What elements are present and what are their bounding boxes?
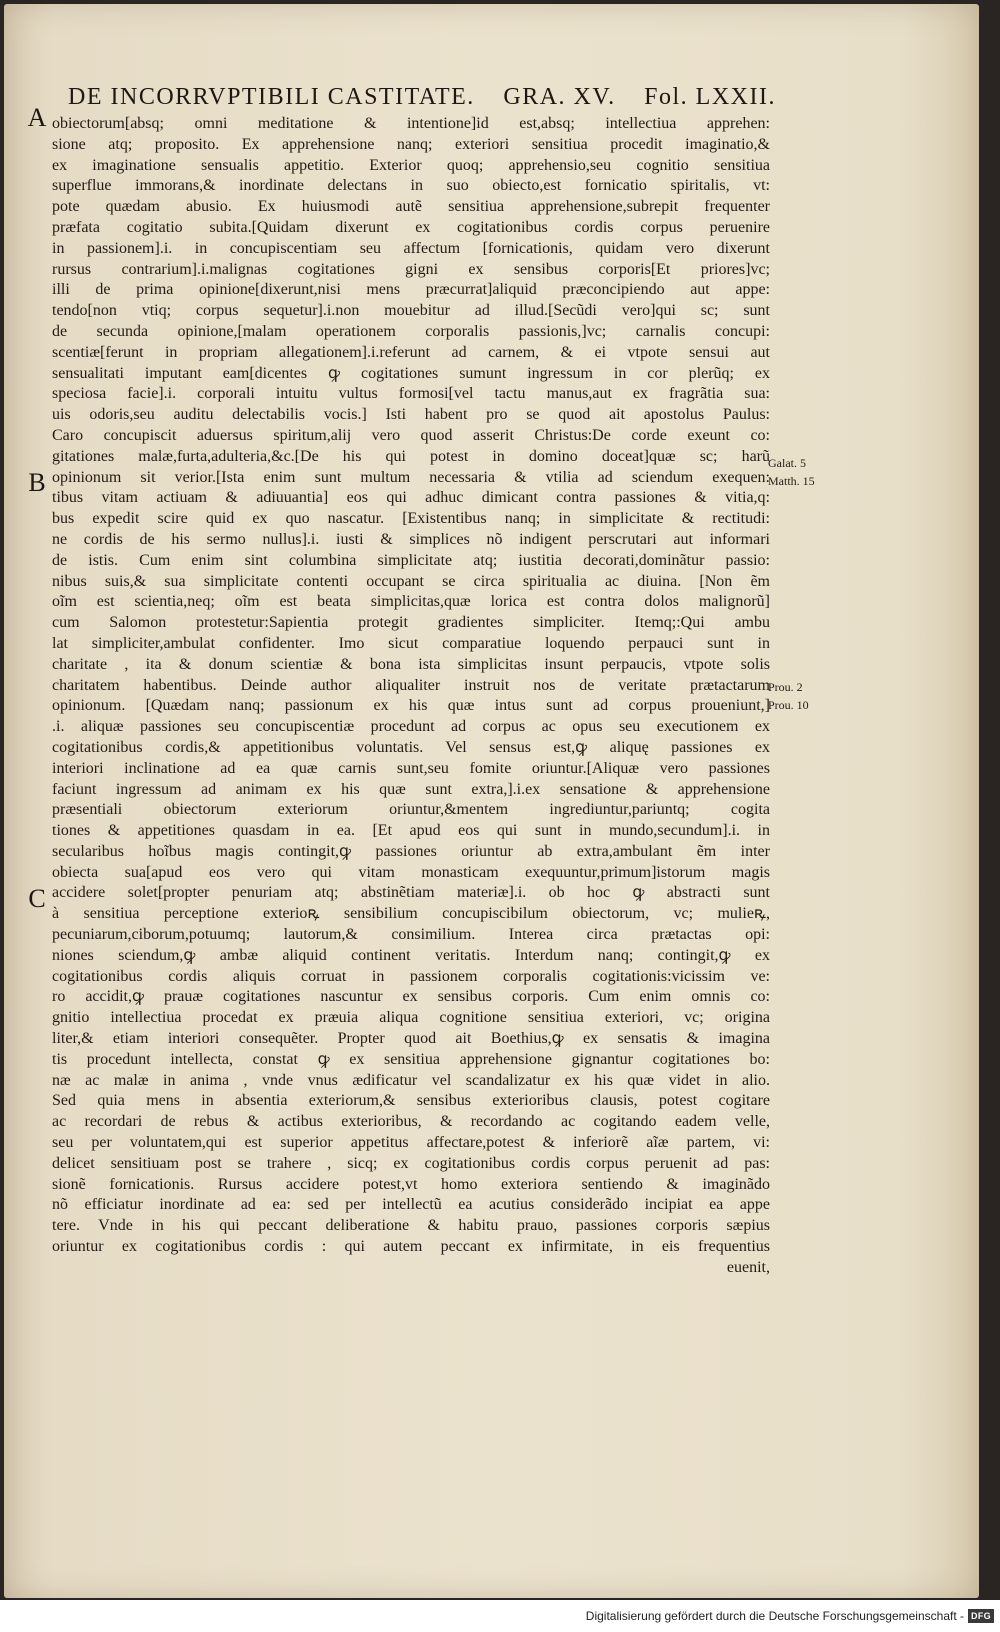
text-line: lat simpliciter,ambulat confidenter. Imo sicut comparatiue loquendo perpauci sunt in — [52, 634, 770, 652]
running-head-title: DE INCORRVPTIBILI CASTITATE. — [68, 84, 475, 110]
text-line: gitationes malæ,furta,adulteria,&c.[De his qui potest in domino doceat]quæ sc; harũ — [52, 447, 770, 465]
text-line: sensualitati imputant eam[dicentes ꝙ cogitationes sumunt ingressum in cor plerũq; ex — [52, 364, 770, 382]
running-head-article: GRA. XV. — [503, 84, 616, 110]
text-line: tiones & appetitiones quasdam in ea. [Et apud eos qui sunt in mundo,secundum].i. in — [52, 822, 770, 840]
text-line: obiectorum[absq; omni meditatione & intentione]id est,absq; intellectiua apprehen: — [52, 115, 770, 132]
text-line-catchword: euenit, — [726, 1258, 770, 1276]
text-line: ne cordis de his sermo nullus].i. iusti & simplices nõ indigent perscrutari aut informari — [52, 530, 770, 548]
section-letter-b: B — [28, 468, 46, 497]
text-line: tendo[non vtiq; corpus sequetur].i.non mouebitur ad illud.[Secũdi vero]qui sc; sunt — [52, 302, 770, 320]
text-line: Sed quia mens in absentia exteriorum,& sensibus exterioribus clausis, potest cogitare — [52, 1092, 770, 1110]
running-head-folio: Fol. LXXII. — [644, 84, 776, 110]
text-line: obiecta sua[apud eos vero qui vitam monasticam exequuntur,primum]istorum magis — [52, 863, 770, 881]
text-line: tere. Vnde in his qui peccant deliberatione & habitu prauo, passiones corporis sæpius — [52, 1217, 770, 1235]
book-page — [4, 4, 979, 1598]
text-line: speciosa facie].i. corporali intuitu vultus formosi[vel tactu manus,aut ex fragrãtia sua: — [52, 385, 770, 403]
text-line: cogitationibus cordis aliquis corruat in passionem corporalis cogitationis:vicissim ve: — [52, 967, 770, 985]
text-line: rursus contrarium].i.malignas cogitationes gigni ex sensibus corporis[Et priores]vc; — [52, 260, 770, 278]
marginal-note-matth: Matth. 15 — [768, 474, 815, 488]
body-text — [52, 114, 770, 1279]
dfg-logo: DFG — [968, 1609, 994, 1623]
text-line: pote quædam abusio. Ex huiusmodi autẽ sensitiua apprehensione,subrepit frequenter — [52, 198, 770, 216]
marginal-note-galat: Galat. 5 — [768, 456, 806, 470]
text-line: oriuntur ex cogitationibus cordis : qui autem peccant ex infirmitate, in eis frequentius — [52, 1238, 770, 1256]
text-line: præfata cogitatio subita.[Quidam dixerunt ex cogitationibus cordis corpus peruenire — [52, 218, 770, 236]
text-line: in passionem].i. in concupiscentiam seu affectum [fornicationis, quidam vero dixerunt — [52, 239, 770, 257]
text-line: scentiæ[ferunt in propriam allegationem].i.referunt ad carnem, & ei vtpote sensui aut — [52, 343, 770, 361]
text-line: illi de prima opinione[dixerunt,nisi mens præcurrat]aliquid præconcipiendo aut appe: — [52, 281, 770, 299]
text-line: tis procedunt intellecta, constat ꝙ ex sensitiua apprehensione gignantur cogitationes bo: — [52, 1050, 770, 1068]
text-line: sione atq; proposito. Ex apprehensione nanq; exteriori sensitiua procedit imaginatio,& — [52, 135, 770, 153]
text-line: opinionum. [Quædam nanq; passionum ex his quæ intus sunt ad corpus proueniunt,] — [52, 697, 770, 715]
text-line: tibus vitam actiuam & adiuuantia] eos qui adhuc dimicant contra passiones & vitia,q: — [52, 489, 770, 507]
text-line: cogitationibus cordis,& appetitionibus voluntatis. Vel sensus est,ꝙ aliquę passiones ex — [52, 738, 770, 756]
text-line: ac recordari de rebus & actibus exterioribus, & recordando ac cogitando eadem velle, — [52, 1113, 770, 1131]
text-line: præsentiali obiectorum exteriorum oriuntur,&mentem ingrediuntur,pariuntq; cogita — [52, 801, 770, 819]
text-line: .i. aliquæ passiones seu concupiscentiæ procedunt ad corpus ac opus seu executionem ex — [52, 718, 770, 736]
text-line: uis odoris,seu auditu delectabilis vocis.] Isti habent pro se quod ait apostolus Paulus: — [52, 406, 770, 424]
funding-credit: Digitalisierung gefördert durch die Deutsche Forschungsgemeinschaft - — [585, 1609, 964, 1623]
text-line: cum Salomon protestetur:Sapientia protegit gradientes simpliciter. Itemq;:Qui ambu — [52, 614, 770, 632]
text-line: sionẽ fornicationis. Rursus accidere potest,vt homo exteriora sentiendo & imaginãdo — [52, 1175, 770, 1193]
text-line: de istis. Cum enim sint columbina simplicitate atq; iustitia decorati,dominãtur passio: — [52, 551, 770, 569]
text-line: pecuniarum,ciborum,potuumq; lautorum,& consimilium. Interea circa prætactas opi: — [52, 926, 770, 944]
text-line: niones sciendum,ꝙ ambæ aliquid continent veritatis. Interdum nanq; contingit,ꝙ ex — [52, 946, 770, 964]
text-line: à sensitiua perceptione exterioꝶ sensibilium concupiscibilum obiectorum, vc; mulieꝶ, — [52, 905, 770, 923]
text-line: de secunda opinione,[malam operationem corporalis passionis,]vc; carnalis concupi: — [52, 322, 770, 340]
text-line: liter,& etiam interiori consequẽter. Propter quod ait Boethius,ꝙ ex sensatis & imagina — [52, 1030, 770, 1048]
text-line: gnitio intellectiua procedat ex præuia aliqua cognitione sensitiua exteriori, vc; origina — [52, 1009, 770, 1027]
running-head — [68, 84, 776, 111]
text-line: charitatem habentibus. Deinde author aliqualiter instruit nos de veritate prætactarum — [52, 676, 770, 694]
text-line: opinionum sit verior.[Ista enim sunt multum necessaria & vtilia ad sciendum exequen: — [52, 468, 770, 486]
marginal-note-prou-2: Prou. 2 — [768, 680, 803, 694]
text-line: faciunt ingressum ad animam ex his quæ sunt extra,].i.ex sensatione & apprehensione — [52, 780, 770, 798]
footer-band — [0, 1600, 1000, 1632]
text-line: næ ac malæ in anima , vnde vnus ædificatur vel scandalizatur ex his quæ videt in alio. — [52, 1071, 770, 1089]
text-line: charitate , ita & donum scientiæ & bona ista simplicitas insunt perpaucis, vtpote solis — [52, 655, 770, 673]
section-letter-c: C — [28, 884, 46, 913]
text-line: nibus suis,& sua simplicitate contenti occupant se circa spiritualia ac diuina. [Non ẽm — [52, 572, 770, 590]
text-line: bus expedit scire quid ex quo nascatur. [Existentibus nanq; in simplicitate & rectitudi: — [52, 510, 770, 528]
text-line: seu per voluntatem,qui est superior appetitus affectare,potest & inferiorẽ aĩæ partem, vi: — [52, 1134, 770, 1152]
text-line: secularibus hoĩbus magis contingit,ꝙ passiones oriuntur ab extra,ambulant ẽm inter — [52, 842, 770, 860]
text-line: superflue immorans,& inordinate delectans in suo obiecto,est fornicatio spiritalis, vt: — [52, 177, 770, 195]
text-line: nõ efficiatur inordinate ad ea: sed per intellectũ ea acutius considerãdo incipiat ea appe — [52, 1196, 770, 1214]
text-line: interiori inclinatione ad ea quæ carnis sunt,seu fomite oriuntur.[Aliquæ vero passiones — [52, 759, 770, 777]
text-line: ro accidit,ꝙ prauæ cogitationes nascuntur ex sensibus corporis. Cum enim omnis co: — [52, 988, 770, 1006]
text-line: Caro concupiscit aduersus spiritum,alij vero quod asserit Christus:De corde exeunt co: — [52, 426, 770, 444]
text-line: delicet sensitiuam post se trahere , sicq; ex cogitationibus cordis corpus peruenit ad pas: — [52, 1154, 770, 1172]
section-letter-a: A — [27, 103, 47, 132]
text-line: oĩm est scientia,neq; oĩm est beata simplicitas,quæ lorica est contra dolos malignorũ] — [52, 593, 770, 611]
text-line: ex imaginatione sensualis appetitio. Exterior quoq; apprehensio,seu cognitio sensitiua — [52, 156, 770, 174]
marginal-note-prou-10: Prou. 10 — [768, 698, 809, 712]
text-line: accidere solet[propter penuriam atq; abstinẽtiam materiæ].i. ob hoc ꝙ abstracti sunt — [52, 884, 770, 902]
